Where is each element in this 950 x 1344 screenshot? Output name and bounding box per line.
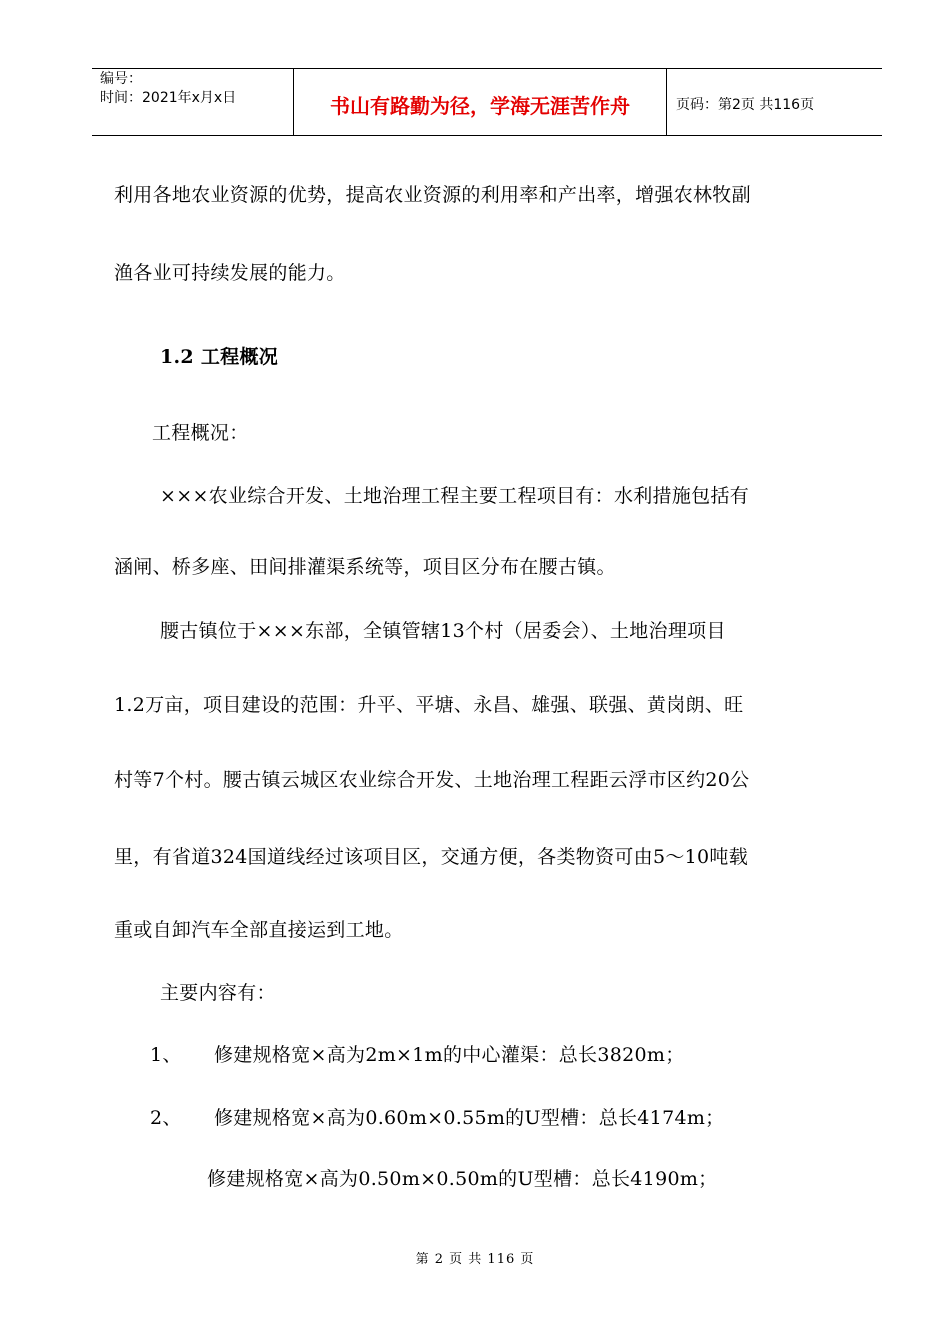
paragraph-line: 1.2万亩，项目建设的范围：升平、平塘、永昌、雄强、联强、黄岗朗、旺 (114, 694, 744, 716)
paragraph-line: 工程概况： (152, 422, 249, 444)
paragraph-line: 村等7个村。腰古镇云城区农业综合开发、土地治理工程距云浮市区约20公 (114, 769, 750, 791)
list-item-text: 修建规格宽×高为0.60m×0.55m的U型槽：总长4174m； (214, 1107, 725, 1129)
list-item-text: 修建规格宽×高为2m×1m的中心灌渠：总长3820m； (214, 1044, 685, 1066)
paragraph-line: 渔各业可持续发展的能力。 (114, 262, 346, 284)
serial-number-label: 编号： (100, 71, 142, 87)
paragraph-line: 利用各地农业资源的优势，提高农业资源的利用率和产出率，增强农林牧副 (114, 184, 751, 206)
paragraph-line: 腰古镇位于×××东部，全镇管辖13个村（居委会）、土地治理项目 (160, 620, 726, 642)
header-bottom-border (92, 135, 882, 136)
paragraph-line: ×××农业综合开发、土地治理工程主要工程项目有：水利措施包括有 (160, 485, 750, 507)
paragraph-line: 重或自卸汽车全部直接运到工地。 (114, 919, 404, 941)
list-number: 2、 (150, 1107, 182, 1129)
header-left-cell (100, 70, 236, 108)
section-heading: 1.2 工程概况 (160, 346, 279, 368)
paragraph-line: 里，有省道324国道线经过该项目区，交通方便，各类物资可由5～10吨载 (114, 846, 749, 868)
page-footer: 第 2 页 共 116 页 (415, 1252, 535, 1267)
header-top-border (92, 68, 882, 69)
list-number: 1、 (150, 1044, 182, 1066)
date-line: 时间：2021年x月x日 (100, 90, 237, 106)
paragraph-line: 主要内容有： (160, 982, 276, 1004)
header-divider-right (666, 68, 667, 135)
paragraph-line: 涵闸、桥多座、田间排灌渠系统等，项目区分布在腰古镇。 (114, 556, 616, 578)
header-motto: 书山有路勤为径，学海无涯苦作舟 (330, 94, 630, 118)
header-page-info: 页码：第2页 共116页 (676, 97, 815, 113)
list-item-text: 修建规格宽×高为0.50m×0.50m的U型槽：总长4190m； (207, 1168, 718, 1190)
